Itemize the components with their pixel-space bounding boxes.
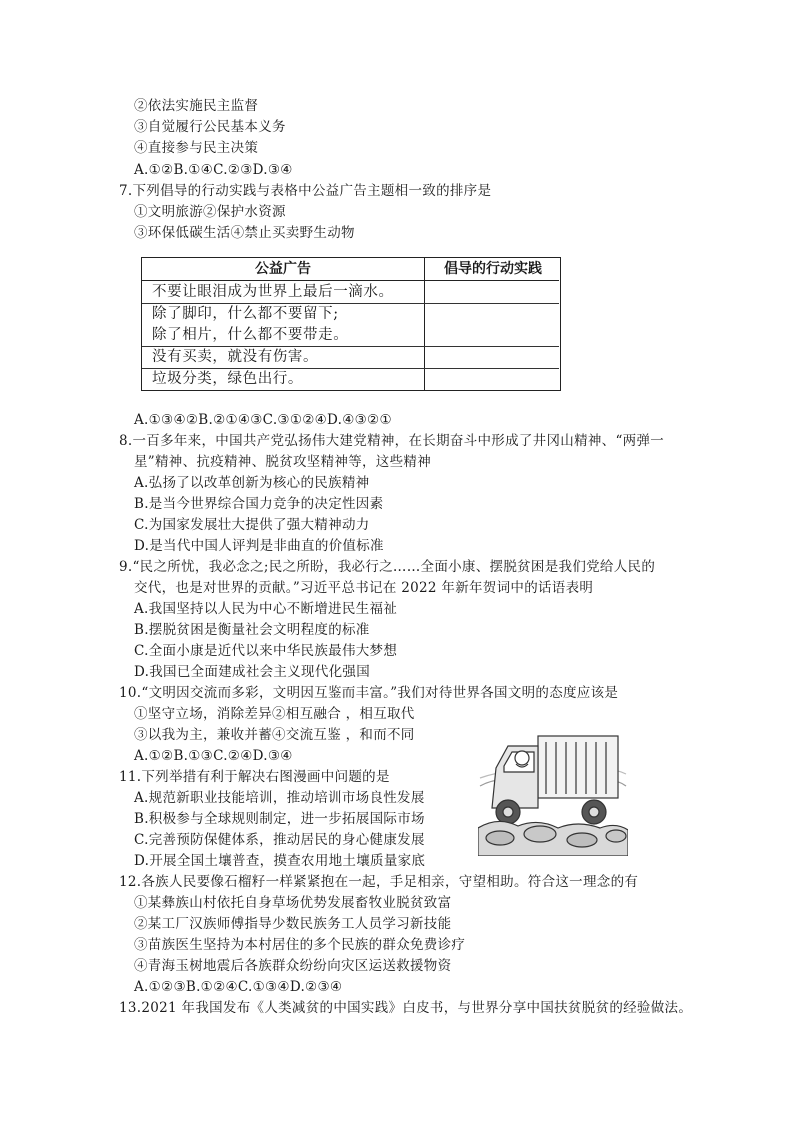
q9-option-d: D.我国已全面建成社会主义现代化强国 xyxy=(134,664,371,680)
q12-option-4: ④青海玉树地震后各族群众纷纷向灾区运送救援物资 xyxy=(134,958,452,974)
q8-option-b: B.是当今世界综合国力竞争的决定性因素 xyxy=(134,496,384,512)
question-12-stem: 12.各族人民要像石榴籽一样紧紧抱在一起，手足相亲，守望相助。符合这一理念的有 xyxy=(119,874,639,890)
table-header-public-ad: 公益广告 xyxy=(255,261,311,277)
q9-option-b: B.摆脱贫困是衡量社会文明程度的标准 xyxy=(134,622,370,638)
question-9-stem-1: 9.“民之所忧，我必念之;民之所盼，我必行之……全面小康、摆脱贫困是我们党给人民的 xyxy=(119,559,656,575)
q11-option-c: C.完善预防保健体系，推动居民的身心健康发展 xyxy=(134,832,425,848)
q8-option-a: A.弘扬了以改革创新为核心的民族精神 xyxy=(134,475,370,491)
q11-option-a: A.规范新职业技能培训，推动培训市场良性发展 xyxy=(134,790,425,806)
table-row-3: 没有买卖，就没有伤害。 xyxy=(152,349,319,365)
answer-choices-q10: A.①②B.①③C.②④D.③④ xyxy=(134,748,293,764)
option-3-line: ③自觉履行公民基本义务 xyxy=(134,119,286,135)
table-header-action: 倡导的行动实践 xyxy=(444,261,542,277)
q7-option-line-2: ③环保低碳生活④禁止买卖野生动物 xyxy=(134,225,355,241)
table-row-1: 不要让眼泪成为世界上最后一滴水。 xyxy=(152,284,394,300)
question-10-stem: 10.“文明因交流而多彩，文明因互鉴而丰富。”我们对待世界各国文明的态度应该是 xyxy=(119,685,619,701)
option-2-line: ②依法实施民主监督 xyxy=(134,98,259,114)
q12-option-1: ①某彝族山村依托自身草场优势发展畜牧业脱贫致富 xyxy=(134,895,452,911)
q10-option-line-2: ③以我为主，兼收并蓄④交流互鉴 ，和而不同 xyxy=(134,727,415,743)
table-row-2b: 除了相片，什么都不要带走。 xyxy=(152,327,349,343)
table-row-2a: 除了脚印，什么都不要留下; xyxy=(152,306,339,322)
question-8-stem-1: 8.一百多年来，中国共产党弘扬伟大建党精神，在长期奋斗中形成了井冈山精神、“两弹一 xyxy=(119,433,665,449)
answer-choices-q6: A.①②B.①④C.②③D.③④ xyxy=(134,162,293,178)
public-ad-table xyxy=(141,257,561,391)
q12-option-3: ③苗族医生坚持为本村居住的多个民族的群众免费诊疗 xyxy=(134,937,466,953)
question-9-stem-2: 交代，也是对世界的贡献。”习近平总书记在 2022 年新年贺词中的话语表明 xyxy=(134,580,594,596)
option-4-line: ④直接参与民主决策 xyxy=(134,140,259,156)
table-row-4: 垃圾分类，绿色出行。 xyxy=(152,371,303,387)
question-11-stem: 11.下列举措有利于解决右图漫画中问题的是 xyxy=(119,769,390,785)
question-13-stem: 13.2021 年我国发布《人类减贫的中国实践》白皮书，与世界分享中国扶贫脱贫的经验做法。 xyxy=(119,1000,693,1016)
q8-option-c: C.为国家发展壮大提供了强大精神动力 xyxy=(134,517,370,533)
q10-option-line-1: ①坚守立场，消除差异②相互融合 ，相互取代 xyxy=(134,706,415,722)
q8-option-d: D.是当代中国人评判是非曲直的价值标准 xyxy=(134,538,384,554)
q11-option-b: B.积极参与全球规则制定，进一步拓展国际市场 xyxy=(134,811,425,827)
q12-option-2: ②某工厂汉族师傅指导少数民族务工人员学习新技能 xyxy=(134,916,452,932)
q9-option-a: A.我国坚持以人民为中心不断增进民生福祉 xyxy=(134,601,398,617)
q7-option-line-1: ①文明旅游②保护水资源 xyxy=(134,204,286,220)
question-7-stem: 7.下列倡导的行动实践与表格中公益广告主题相一致的排序是 xyxy=(119,183,492,199)
question-8-stem-2: 星”精神、抗疫精神、脱贫攻坚精神等，这些精神 xyxy=(134,454,432,470)
q9-option-c: C.全面小康是近代以来中华民族最伟大梦想 xyxy=(134,643,398,659)
q11-option-d: D.开展全国土壤普查，摸查农用地土壤质量家底 xyxy=(134,853,426,869)
truck-cartoon-illustration xyxy=(478,716,628,856)
answer-choices-q12: A.①②③B.①②④C.①③④D.②③④ xyxy=(134,979,343,995)
answer-choices-q7: A.①③④②B.②①④③C.③①②④D.④③②① xyxy=(134,412,392,428)
